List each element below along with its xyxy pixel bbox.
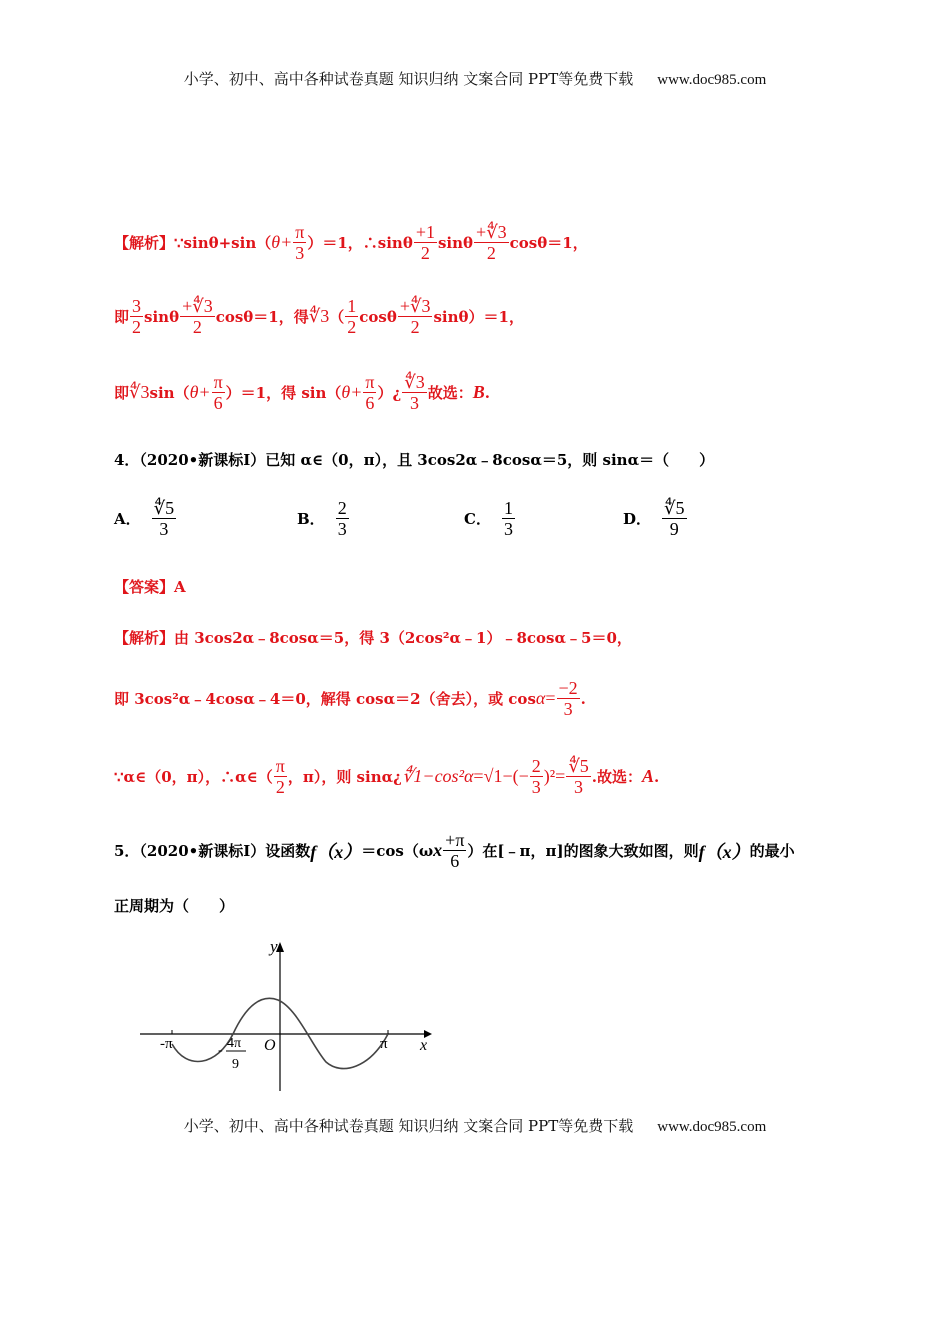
fraction: [363, 372, 376, 413]
text-span: cosθ＝1，得: [215, 308, 309, 326]
text-span: （: [329, 308, 345, 326]
q3-solution-line-3: [114, 372, 490, 413]
frac-num: +1: [415, 222, 435, 242]
fraction: [212, 372, 225, 413]
q3-solution-line-1: [114, 222, 588, 263]
q5-stem-line-2: 正周期为（ ）: [114, 897, 235, 915]
alpha: α: [535, 688, 546, 708]
x-label: x: [420, 1037, 428, 1054]
root-expression: )²: [543, 766, 556, 786]
frac-den: 3: [531, 777, 541, 797]
frac-den: 2: [486, 243, 496, 263]
text-span: sinθ）＝1，: [433, 308, 524, 326]
root-3: ∜3: [308, 306, 330, 326]
text-span: sin（: [149, 384, 190, 402]
frac-num: +∜3: [476, 222, 507, 242]
header-text: 小学、初中、高中各种试卷真题 知识归纳 文案合同 PPT等免费下载: [183, 70, 634, 88]
q4-solution-line-1: 【解析】由 3cos2α﹣8cosα＝5，得 3（2cos²α﹣1）﹣8cosα﹣5＝0，: [114, 629, 632, 647]
answer-letter: A: [642, 766, 655, 786]
text-span: 即: [114, 384, 130, 402]
fraction: [274, 756, 287, 797]
text-span: 即 3cos²α﹣4cosα﹣4＝0，解得 cosα＝2（舍去），或 cos: [114, 690, 536, 708]
text-span: ∵sinθ+sin（: [174, 234, 272, 252]
fraction: [130, 296, 143, 337]
pi-label: π: [380, 1036, 388, 1052]
cosine-graph: [132, 936, 442, 1096]
fraction: [398, 296, 433, 337]
text-span: .: [580, 689, 586, 708]
frac-num: 2: [531, 756, 541, 776]
fraction: [557, 678, 580, 719]
y-label: y: [270, 937, 278, 956]
choice-a[interactable]: [114, 498, 177, 539]
fraction-pi-3: [293, 222, 306, 263]
frac-den: 3: [295, 243, 305, 263]
text-span: ，π），则 sinα¿: [287, 768, 402, 786]
text-span: ∵α∈（0，π），∴α∈（: [114, 768, 273, 786]
fraction-root3-2: [474, 222, 509, 263]
root-expression: √1−(−: [483, 766, 529, 786]
theta-plus: θ+: [341, 382, 363, 402]
choice-b[interactable]: [297, 498, 350, 539]
function-fx: f（x）: [310, 841, 362, 862]
text-span: cosθ: [359, 307, 397, 326]
fraction: [443, 830, 466, 871]
fraction: [662, 498, 686, 539]
mark-den: 9: [232, 1057, 239, 1072]
frac-den: 2: [275, 777, 285, 797]
text-span: .故选：: [591, 768, 643, 786]
frac-den: 2: [420, 243, 430, 263]
frac-den: 6: [450, 851, 460, 871]
text-span: 故选：: [427, 384, 473, 402]
frac-num: 1: [503, 498, 513, 518]
fraction: [566, 756, 590, 797]
text-span: sinθ: [437, 233, 474, 252]
mark-sign: -: [218, 1043, 223, 1058]
frac-num: 1: [347, 296, 357, 316]
frac-num: π: [365, 372, 375, 392]
frac-num: +∜3: [399, 296, 431, 316]
choice-label: A．: [114, 510, 141, 528]
text-span: sinθ: [144, 307, 180, 326]
equals: =: [545, 688, 556, 708]
fraction: [180, 296, 215, 337]
frac-den: 3: [503, 519, 513, 539]
choice-c[interactable]: [464, 498, 516, 539]
choice-label: C．: [464, 510, 491, 528]
q4-answer: 【答案】A: [114, 578, 186, 596]
frac-num: 2: [337, 498, 347, 518]
frac-den: 3: [410, 393, 419, 413]
equals: =: [473, 766, 484, 786]
origin-label: O: [264, 1037, 276, 1054]
fraction: [152, 498, 176, 539]
frac-den: 9: [669, 519, 679, 539]
text-span: 的最小: [749, 842, 795, 860]
fraction: [530, 756, 543, 797]
frac-num: +π: [445, 830, 465, 850]
choice-d[interactable]: [623, 498, 688, 539]
text-span: ＝cos（ω: [361, 842, 434, 860]
root-expression: ∜1−cos²α: [401, 766, 474, 786]
text-span: ）＝1，∴sinθ: [307, 234, 413, 252]
text-span: ）＝1，得 sin（: [225, 384, 342, 402]
header-url[interactable]: www.doc985.com: [657, 72, 767, 88]
frac-num: π: [295, 222, 305, 242]
text-span: .: [484, 383, 491, 402]
neg-pi-label: -π: [160, 1036, 173, 1052]
frac-num: 3: [132, 296, 142, 316]
page-footer: [0, 1115, 950, 1136]
text-span: ）¿: [377, 384, 402, 402]
frac-den: 3: [563, 699, 573, 719]
footer-text: 小学、初中、高中各种试卷真题 知识归纳 文案合同 PPT等免费下载: [183, 1117, 634, 1135]
fraction: [402, 372, 426, 413]
frac-den: 2: [347, 317, 357, 337]
q5-stem-line-1: [114, 830, 795, 871]
frac-den: 2: [132, 317, 142, 337]
frac-num: ∜5: [664, 498, 685, 518]
text-span: .: [654, 767, 660, 786]
root-3: ∜3: [129, 382, 150, 402]
equals: =: [555, 766, 566, 786]
frac-num: ∜5: [568, 756, 589, 776]
frac-num: ∜5: [153, 498, 175, 518]
variable-x: x: [433, 840, 443, 860]
frac-num: −2: [558, 678, 578, 698]
mark-num: 4π: [227, 1036, 242, 1051]
frac-num: +∜3: [182, 296, 213, 316]
fraction: [345, 296, 358, 337]
frac-num: π: [213, 372, 223, 392]
footer-url[interactable]: www.doc985.com: [657, 1119, 767, 1135]
fraction-half: [414, 222, 437, 263]
theta-plus: θ+: [271, 232, 293, 252]
frac-den: 6: [213, 393, 223, 413]
choice-label: D．: [623, 510, 652, 528]
q4-stem: 4．（2020•新课标Ⅰ）已知 α∈（0，π），且 3cos2α﹣8cosα＝5，则 sinα＝（ ）: [114, 451, 715, 469]
text-span: cosθ＝1，: [509, 234, 588, 252]
answer-letter: B: [472, 382, 485, 402]
frac-den: 2: [192, 317, 202, 337]
function-fx: f（x）: [698, 841, 750, 862]
frac-num: π: [275, 756, 285, 776]
frac-den: 6: [365, 393, 375, 413]
q4-solution-line-2: [114, 678, 586, 719]
page-header: [0, 68, 950, 89]
frac-den: 2: [410, 317, 420, 337]
q4-solution-line-3: [114, 756, 659, 797]
frac-den: 3: [159, 519, 169, 539]
frac-den: 3: [337, 519, 347, 539]
fraction: [336, 498, 349, 539]
q3-solution-line-2: [114, 296, 524, 337]
text-span: 5．（2020•新课标Ⅰ）设函数: [114, 842, 311, 860]
frac-num: ∜3: [404, 372, 425, 392]
theta-plus: θ+: [189, 382, 211, 402]
choice-label: B．: [297, 510, 325, 528]
frac-den: 3: [574, 777, 584, 797]
text-span: 即: [114, 308, 130, 326]
text-span: ）在[﹣π，π]的图象大致如图，则: [467, 842, 699, 860]
fraction: [502, 498, 515, 539]
solution-tag: 【解析】: [114, 234, 175, 252]
